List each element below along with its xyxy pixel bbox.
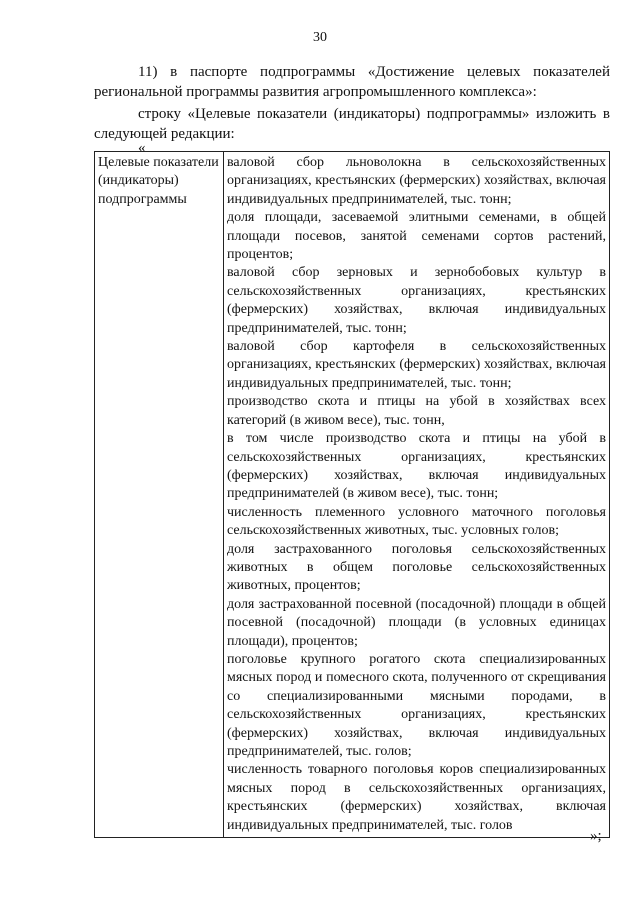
indicators-table <box>94 151 610 838</box>
closing-quote: »; <box>590 828 602 844</box>
indicators-cell <box>224 152 610 838</box>
indicator-item: валовой сбор льноволокна в сельскохозяйственных организациях, крестьянских (фермерских) хозяйствах, включая индивидуальных предпринимателей, тыс. тонн; <box>227 155 606 207</box>
indicator-item: доля застрахованной посевной (посадочной) площади в общей посевной (посадочной) площади (в условных единицах площади), процентов; <box>227 596 606 649</box>
intro-paragraph-1: 11) в паспорте подпрограммы «Достижение целевых показателей региональной программы развития агропромышленного комплекса»: <box>94 64 610 100</box>
opening-quote: « <box>138 140 146 156</box>
row-label-cell: Целевые показатели (индикаторы) подпрограммы <box>95 152 224 838</box>
indicator-item: производство скота и птицы на убой в хозяйствах всех категорий (в живом весе), тыс. тонн, <box>227 394 606 428</box>
intro-paragraph-2: строку «Целевые показатели (индикаторы) подпрограммы» изложить в следующей редакции: <box>94 106 610 142</box>
table-row <box>95 152 610 838</box>
indicator-item: валовой сбор зерновых и зернобобовых культур в сельскохозяйственных организациях, крестьянских (фермерских) хозяйствах, включая индивидуальных предпринимателей, тыс. тонн; <box>227 265 606 336</box>
indicator-item: поголовье крупного рогатого скота специализированных мясных пород и помесного скота, полученного от скрещивания со специализированными мясными породами, в сельскохозяйственных организациях, крестьянских (фермерских) хозяйствах, включая индивидуальных предпринимателей, тыс. голов; <box>227 651 606 759</box>
indicator-item: валовой сбор картофеля в сельскохозяйственных организациях, крестьянских (фермерских) хозяйствах, включая индивидуальных предпринимателей, тыс. тонн; <box>227 339 606 391</box>
indicator-item: доля площади, засеваемой элитными семенами, в общей площади посевов, занятой семенами сортов растений, процентов; <box>227 210 606 263</box>
indicator-item: в том числе производство скота и птицы на убой в сельскохозяйственных организациях, крестьянских (фермерских) хозяйствах, включая индивидуальных предпринимателей (в живом весе), тыс. тонн; <box>227 431 606 502</box>
indicator-item: доля застрахованного поголовья сельскохозяйственных животных в общем поголовье сельскохозяйственных животных, процентов; <box>227 541 606 594</box>
indicator-item: численность племенного условного маточного поголовья сельскохозяйственных животных, тыс. условных голов; <box>227 504 606 539</box>
indicator-item: численность товарного поголовья коров специализированных мясных пород в сельскохозяйственных организациях, крестьянских (фермерских) хозяйствах, включая индивидуальных предпринимателей, тыс. голов <box>227 762 606 833</box>
page-number: 30 <box>313 30 327 45</box>
